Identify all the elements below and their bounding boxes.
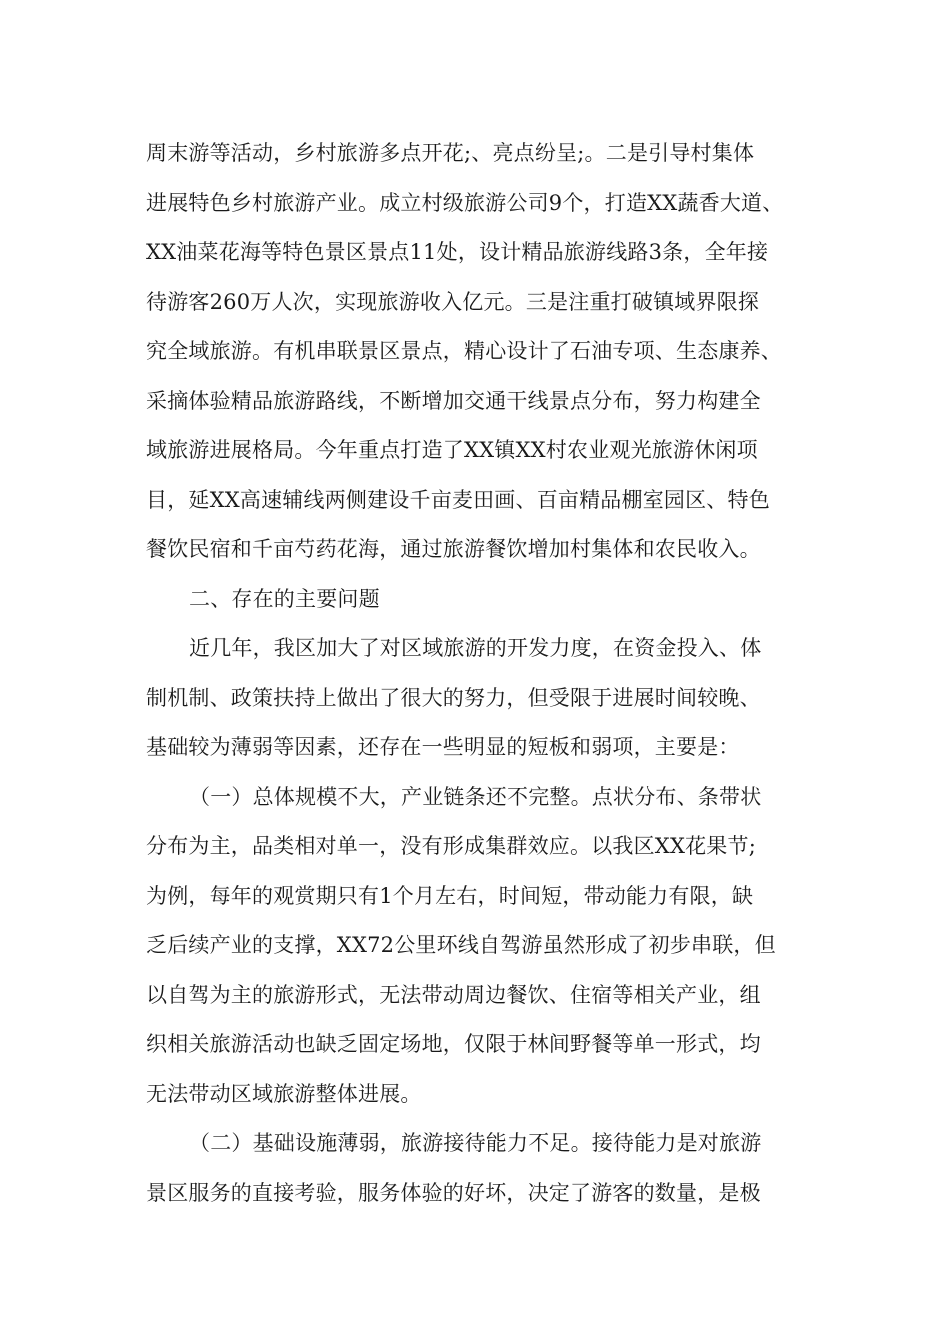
body-text-line: 待游客260万人次，实现旅游收入亿元。三是注重打破镇域界限探 <box>146 290 760 314</box>
body-text-line: 周末游等活动，乡村旅游多点开花;、亮点纷呈;。二是引导村集体 <box>146 141 755 165</box>
body-text-line: 乏后续产业的支撑，XX72公里环线自驾游虽然形成了初步串联，但 <box>146 933 776 957</box>
subsection-heading-line: （一）总体规模不大，产业链条还不完整。点状分布、条带状 <box>189 785 762 809</box>
body-text-line: XX油菜花海等特色景区景点11处，设计精品旅游线路3条，全年接 <box>146 240 769 264</box>
subsection-heading-line: （二）基础设施薄弱，旅游接待能力不足。接待能力是对旅游 <box>189 1131 762 1155</box>
body-text-line: 无法带动区域旅游整体进展。 <box>146 1082 422 1106</box>
body-text-line: 究全域旅游。有机串联景区景点，精心设计了石油专项、生态康养、 <box>146 339 782 363</box>
body-text-line: 为例，每年的观赏期只有1个月左右，时间短，带动能力有限，缺 <box>146 884 754 908</box>
body-text-line: 以自驾为主的旅游形式，无法带动周边餐饮、住宿等相关产业，组 <box>146 983 761 1007</box>
body-text-line: 域旅游进展格局。今年重点打造了XX镇XX村农业观光旅游休闲项 <box>146 438 758 462</box>
body-text-line: 分布为主，品类相对单一，没有形成集群效应。以我区XX花果节; <box>146 834 756 858</box>
body-text-line: 进展特色乡村旅游产业。成立村级旅游公司9个，打造XX蔬香大道、 <box>146 191 784 215</box>
body-text-line: 目，延XX高速辅线两侧建设千亩麦田画、百亩精品棚室园区、特色 <box>146 488 770 512</box>
body-text-line: 制机制、政策扶持上做出了很大的努力，但受限于进展时间较晚、 <box>146 686 761 710</box>
body-text-line: 餐饮民宿和千亩芍药花海，通过旅游餐饮增加村集体和农民收入。 <box>146 537 761 561</box>
body-text-line: 基础较为薄弱等因素，还存在一些明显的短板和弱项，主要是： <box>146 735 740 759</box>
body-text-line: 近几年，我区加大了对区域旅游的开发力度，在资金投入、体 <box>189 636 762 660</box>
body-text-line: 景区服务的直接考验，服务体验的好坏，决定了游客的数量，是极 <box>146 1181 761 1205</box>
section-heading: 二、存在的主要问题 <box>189 587 380 611</box>
body-text-line: 采摘体验精品旅游路线，不断增加交通干线景点分布，努力构建全 <box>146 389 761 413</box>
body-text-line: 织相关旅游活动也缺乏固定场地，仅限于林间野餐等单一形式，均 <box>146 1032 761 1056</box>
